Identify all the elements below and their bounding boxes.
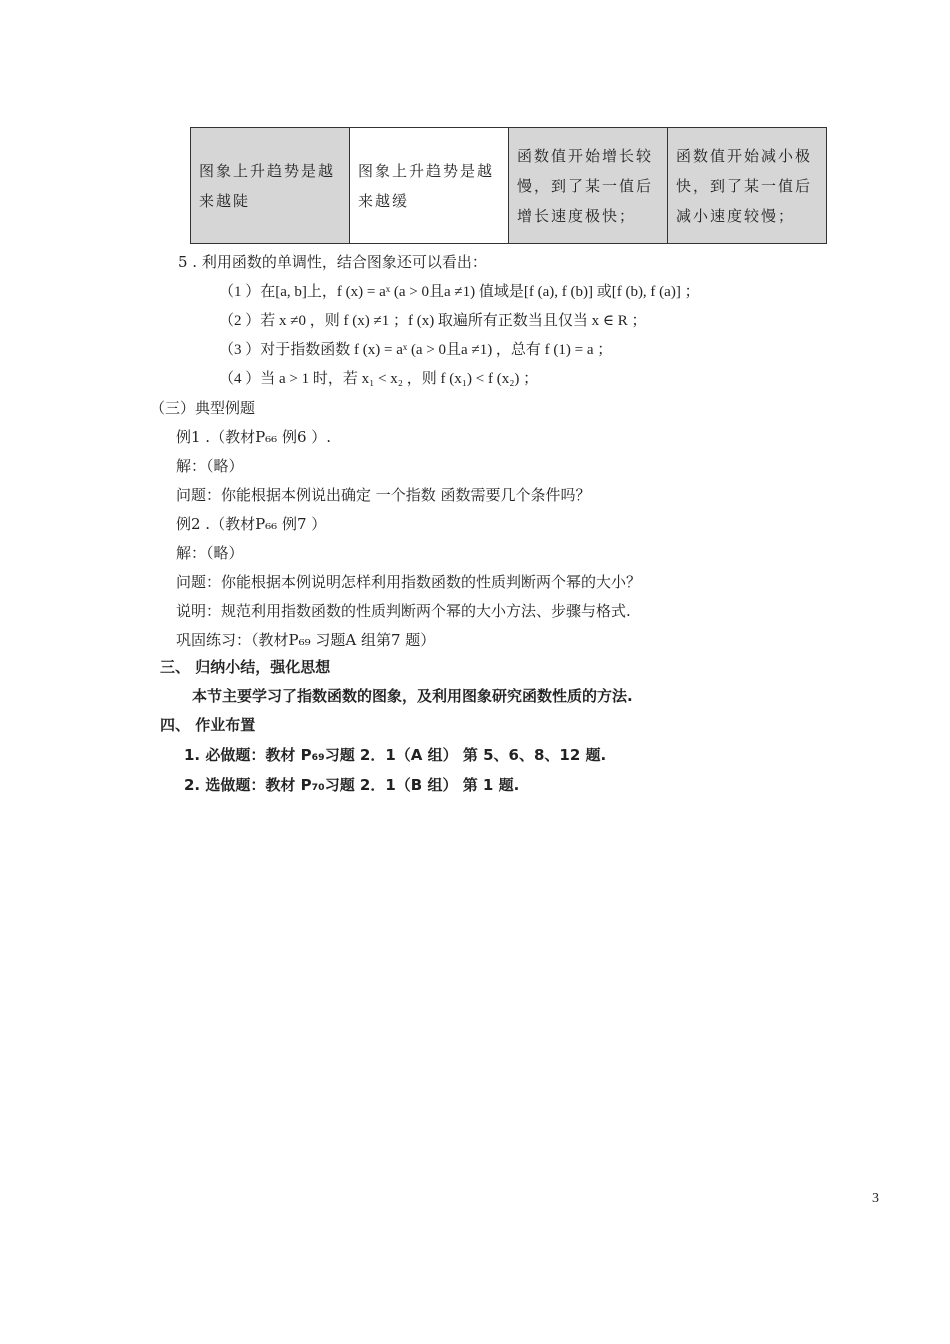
table-cell: 图象上升趋势是越来越缓: [350, 128, 509, 244]
homework-item-1: 1. 必做题：教材 P₆₉习题 2．1（A 组） 第 5、6、8、12 题.: [184, 746, 607, 764]
example-2: 例2 .（教材P₆₆ 例7 ）: [176, 515, 327, 533]
note: 说明：规范利用指数函数的性质判断两个幂的大小方法、步骤与格式.: [176, 602, 631, 620]
item5-point-2: （2 ）若 x ≠0 ，则 f (x) ≠1 ；f (x) 取遍所有正数当且仅当 x ∈ R ；: [219, 313, 647, 329]
item5-heading: 5 . 利用函数的单调性，结合图象还可以看出：: [178, 253, 487, 271]
examples-section-title: （三）典型例题: [150, 399, 256, 417]
comparison-table: [190, 127, 827, 244]
homework-heading: 四、 作业布置: [160, 716, 256, 734]
practice: 巩固练习：（教材P₆₉ 习题A 组第7 题）: [176, 631, 436, 649]
question-1: 问题：你能根据本例说出确定 一个指数 函数需要几个条件吗？: [176, 486, 591, 504]
page-number: 3: [872, 1191, 879, 1206]
solution-2: 解：（略）: [176, 544, 244, 562]
summary-heading: 三、 归纳小结，强化思想: [160, 658, 331, 676]
table-cell: 函数值开始增长较慢，到了某一值后增长速度极快；: [509, 128, 668, 244]
item5-point-4: （4 ）当 a > 1 时，若 x₁ < x₂ ，则 f (x₁) < f (x₂) ；: [219, 371, 539, 387]
item5-point-1: （1 ）在[a, b]上，f (x) = aˣ (a > 0且a ≠1) 值域是[f (a), f (b)] 或[f (b), f (a)] ；: [219, 284, 700, 300]
solution-1: 解：（略）: [176, 457, 244, 475]
summary-text: 本节主要学习了指数函数的图象，及利用图象研究函数性质的方法.: [192, 687, 633, 705]
item5-point-3: （3 ）对于指数函数 f (x) = aˣ (a > 0且a ≠1) ，总有 f (1) = a ；: [219, 342, 613, 358]
table-cell: 图象上升趋势是越来越陡: [191, 128, 350, 244]
example-1: 例1 .（教材P₆₆ 例6 ）.: [176, 428, 332, 446]
table-cell: 函数值开始减小极快，到了某一值后减小速度较慢；: [668, 128, 827, 244]
question-2: 问题：你能根据本例说明怎样利用指数函数的性质判断两个幂的大小？: [176, 573, 642, 591]
table-row: [191, 128, 827, 244]
homework-item-2: 2. 选做题：教材 P₇₀习题 2．1（B 组） 第 1 题.: [184, 776, 520, 794]
